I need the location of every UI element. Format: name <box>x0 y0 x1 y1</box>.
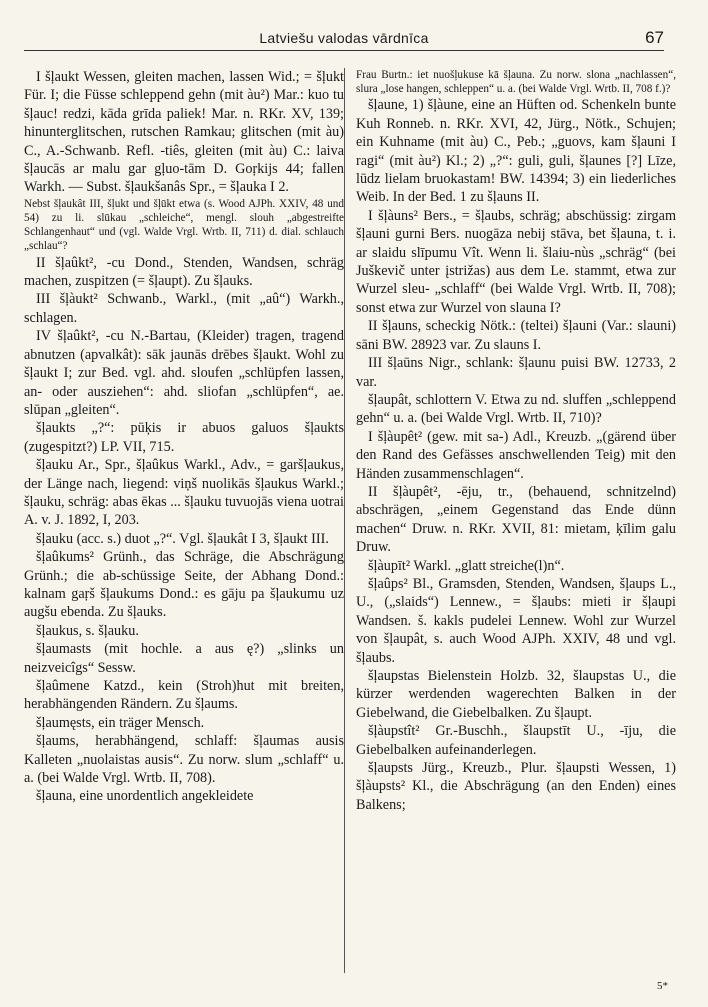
dictionary-entry: šļaukus, s. šļauku. <box>36 622 139 639</box>
column-divider <box>344 68 345 973</box>
dictionary-entry: šļaûkums² Grünh., das Schräge, die Abschrägung Grünh.; die ab-schüssige Seite, der Abhang Dond.: kalnam gaŗš šļaukums Dond.: es gāju pa šļaukumu uz augšu ebenda. Zu šļauks. <box>24 549 344 621</box>
dictionary-entry: I šļaukt Wessen, gleiten machen, lassen Wid.; = šļukt Für. I; die Füsse schleppend gehn (mit àu²) Mar.: kuo tu šļauc! redzi, kāda grīda paliek! Mar. n. RKr. XV, 139; hinunterglitschen, rutschen Ramkau; glitschen (mit àu) C., A.-Schwanb. Refl. -tiês, gleiten (mit àu) C.: laiva šļaucās ar malu gar gļuo-tām D. Goŗkijs 44; fallen Warkh. — Subst. šļaukšanâs Spr., = šļauka I 2. <box>24 69 344 196</box>
header-title: Latviešu valodas vārdnīca <box>259 30 429 46</box>
dictionary-entry: šļaupât, schlottern V. Etwa zu nd. sluffen „schleppend gehn“ u. a. (bei Walde Vrgl. Wrtb. II, 710)? <box>356 391 676 427</box>
dictionary-entry: šļaupsts Jürg., Kreuzb., Plur. šļaupsti Wessen, 1) šļàupsts² Kl., die Abschrägung (an den Enden) eines Balkens; <box>356 760 676 813</box>
dictionary-entry: II šļàupêt², -ēju, tr., (behauend, schnitzelnd) abschrägen, „einem Gegenstand das Ende dünn machen“ Druw. n. RKr. XVII, 81: mietam, ķīlim galu Druw. <box>356 483 676 556</box>
dictionary-entry: šļaums, herabhängend, schlaff: šļaumas ausis Kalleten „nuolaistas ausis“. Zu norw. slum „schlaff“ u. a. (bei Walde Vrgl. Wrtb. II, 708). <box>24 733 344 787</box>
dictionary-entry: šļaupstas Bielenstein Holzb. 32, šlaupstas U., die kürzer werdenden wagerechten Balken in der Giebelwand, die Giebelbalken. Zu šļaupt. <box>356 668 676 721</box>
dictionary-entry: III šļaūns Nigr., schlank: šļaunu puisi BW. 12733, 2 var. <box>356 355 676 390</box>
dictionary-entry: IV šļaûkt², -cu N.-Bartau, (Kleider) tragen, tragend abnutzen (apvalkât): sāk jaunās drēbes šļaukt. Wohl zu šļaukt I; zur Bed. vgl. ahd. sloufen „schlüpfen lassen, an- oder ausziehen“: ahd. sliofan „schlüpfen“, ae. slūpan „gleiten“. <box>24 328 344 418</box>
dictionary-entry: III šļàukt² Schwanb., Warkl., (mit „aû“) Warkh., schlagen. <box>24 291 344 326</box>
dictionary-entry: šļàupīt² Warkl. „glatt streiche(l)n“. <box>368 557 565 574</box>
dictionary-entry: Frau Burtn.: iet nuošļukuse kā šļauna. Zu norw. slona „nachlassen“, slura „lose hangen, schleppen“ u. a. (bei Walde Vrgl. Wrtb. II, 708 f.)? <box>356 69 676 96</box>
dictionary-entry: šļaûps² Bl., Gramsden, Stenden, Wandsen, šļaups L., U., („slaids“) Lennew., = šļaubs: mieti ir šļaupi Wandsen. š. kakls pudelei Lennew. Wohl zur Wurzel von šļaupât, s. auch Wood AJPh. XXIV, 48 und vgl. šļaubs. <box>356 575 676 666</box>
right-column <box>356 68 676 814</box>
left-column <box>24 68 344 806</box>
running-header <box>24 28 664 51</box>
dictionary-entry: šļaûmene Katzd., kein (Stroh)hut mit breiten, herabhängenden Rändern. Zu šļaums. <box>24 678 344 713</box>
dictionary-entry: šļauna, eine unordentlich angekleidete <box>36 788 254 805</box>
dictionary-entry: šļàupstît² Gr.-Buschh., šlaupstīt U., -īju, die Giebelbalken aufeinanderlegen. <box>356 723 676 758</box>
page-number: 67 <box>645 28 664 47</box>
dictionary-entry: II šļaûkt², -cu Dond., Stenden, Wandsen, schräg machen, zuspitzen (= šļaupt). Zu šļauks. <box>24 254 344 290</box>
dictionary-entry: šļaune, 1) šļàune, eine an Hüften od. Schenkeln bunte Kuh Ronneb. n. RKr. XVI, 42, Jürg., Nötk., Schujen; ein Kuhname (mit àu) C., Peb.; „guovs, kam šļauni I ragi“ (mit àu²) Kl.; 2) „?“: guli, guli, šļaunes [?] Līze, lūdz lielam bruokastam! BW. 14394; 3) ein liederliches Weib. In der Bed. 1 zu šļauns II. <box>356 97 676 206</box>
dictionary-entry: šļauku (acc. s.) duot „?“. Vgl. šļaukât I 3, šļaukt III. <box>36 530 329 547</box>
dictionary-entry: II šļauns, scheckig Nötk.: (teltei) šļauni (Var.: slauni) sāni BW. 28923 var. Zu slauns I. <box>356 318 676 353</box>
dictionary-entry: šļaukts „?“: pūķis ir abuos galuos šļaukts (zugespitzt?) LP. VII, 715. <box>24 420 344 455</box>
dictionary-entry: I šļàuns² Bers., = šļaubs, schräg; abschüssig: zirgam šļauni gurni Bers. nuogāza nebij stāva, bet šļauna, t. i. ar slaidu slīpumu Vît. Wenn li. šlaiu-nùs „schräg“ (bei Juškevič unter įstrižas) aus dem Le. stammt, etwa zur Wurzel sleu- „schlaff“ (bei Walde Vrgl. Wrtb. II, 708); sonst etwa zur Wurzel von slauna I? <box>356 207 676 316</box>
dictionary-entry: I šļàupêt² (gew. mit sa-) Adl., Kreuzb. „(gärend über den Rand des Gefässes anschwellenden Teig) mit den Händen zusammenschlagen“. <box>356 428 676 482</box>
signature-mark: 5* <box>657 980 668 992</box>
dictionary-entry: šļaumasts (mit hochle. a aus ę?) „slinks un neizveicîgs“ Sessw. <box>24 641 344 676</box>
dictionary-entry: šļaumęsts, ein träger Mensch. <box>36 714 205 731</box>
dictionary-entry: Nebst šļaukât III, šļukt und šļūkt etwa (s. Wood AJPh. XXIV, 48 und 54) zu li. slūkau „schleiche“, mengl. slouh „abgestreifte Schlangenhaut“ und (vgl. Walde Vrgl. Wrtb. II, 711) d. dial. schlauch „schlau“? <box>24 197 344 253</box>
dictionary-entry: šļauku Ar., Spr., šļaûkus Warkl., Adv., = garšļaukus, der Länge nach, liegend: viņš nuolikās šļaukus Warkl.; šļauku, schräg: abas ēkas ... šļauku tuvuojās viena uotrai A. v. J. 1892, I, 203. <box>24 457 344 529</box>
